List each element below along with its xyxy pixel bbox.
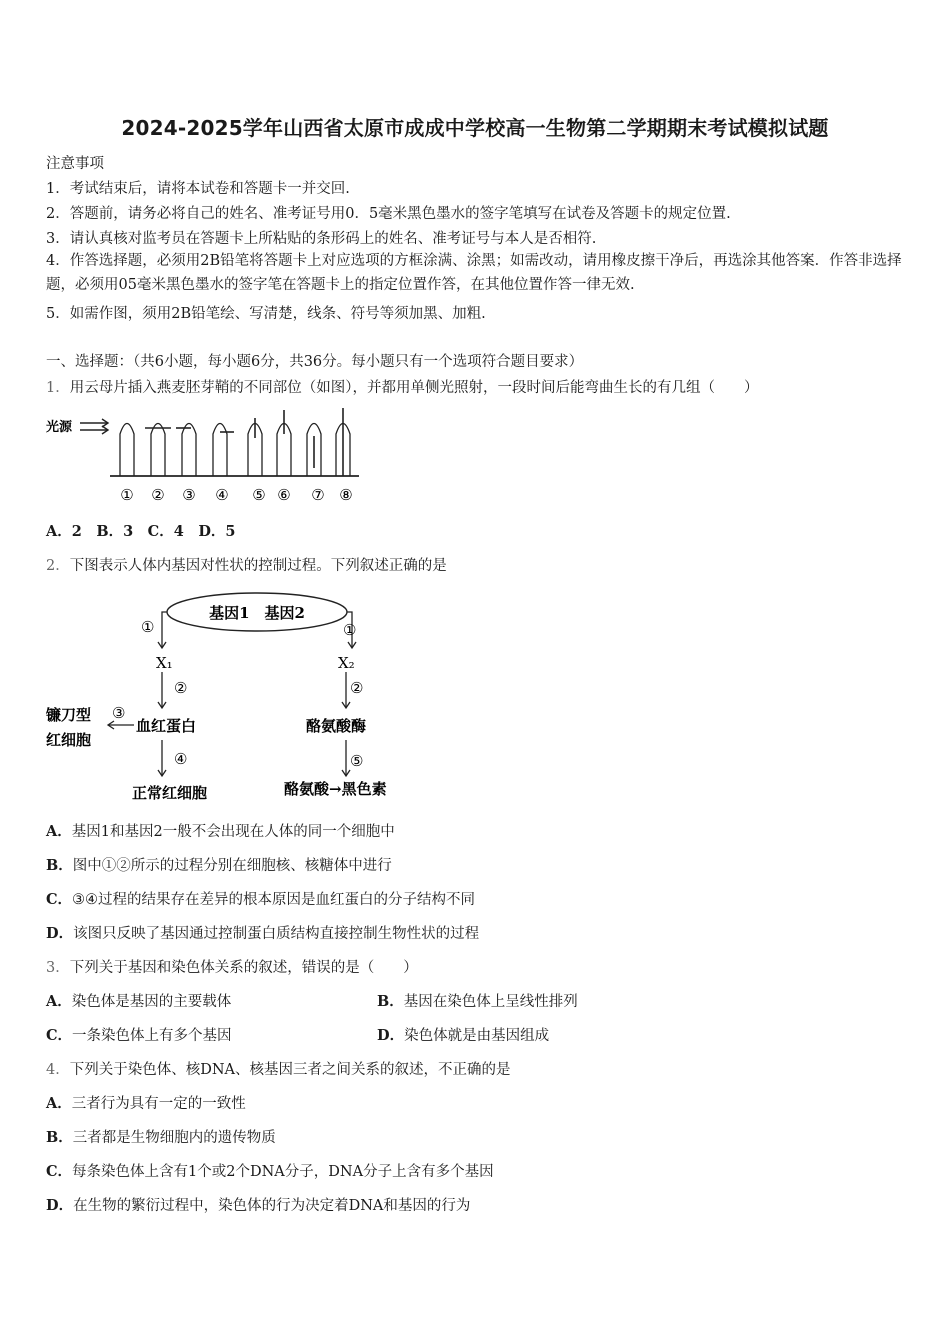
question-number: 2． [46,558,70,574]
question-number: 1． [46,380,70,396]
gene-control-diagram [44,590,434,810]
page-title: 2024-2025学年山西省太原市成成中学校高一生物第二学期期末考试模拟试题 [121,116,829,140]
tyrosine-melanin-label: 酪氨酸→黑色素 [284,780,387,798]
label-4: ④ [215,486,229,504]
question-1-options: A．2 B．3 C．4 D．5 [46,523,236,540]
label-8: ⑧ [339,486,353,504]
coleoptile-1 [120,424,134,477]
step-1-right: ① [343,621,357,639]
sickle-cell-label-2: 红细胞 [46,731,92,749]
question-number: 4． [46,1062,70,1078]
question-3 [46,956,418,977]
notice-item-3: 3．请认真核对监考员在答题卡上所粘贴的条形码上的姓名、准考证号与本人是否相符. [46,231,597,247]
label-7: ⑦ [311,486,325,504]
x2-label: X₂ [338,654,355,672]
tyrosinase-label: 酪氨酸酶 [306,717,367,735]
label-5: ⑤ [252,486,266,504]
q3-option-b: B．基因在染色体上呈线性排列 [377,993,578,1010]
question-2 [46,554,447,575]
q4-option-c: C．每条染色体上含有1个或2个DNA分子，DNA分子上含有多个基因 [46,1163,494,1180]
coleoptile-3 [182,424,196,477]
hemoglobin-label: 血红蛋白 [136,717,197,735]
q3-option-c: C．一条染色体上有多个基因 [46,1027,232,1044]
section-heading: 一、选择题：（共6小题，每小题6分，共36分。每小题只有一个选项符合题目要求） [46,354,584,370]
genes-label: 基因1 基因2 [209,604,305,622]
step-2-left: ② [174,679,188,697]
q4-option-a: A．三者行为具有一定的一致性 [46,1095,246,1112]
label-6: ⑥ [277,486,291,504]
label-3: ③ [182,486,196,504]
q2-option-c: C．③④过程的结果存在差异的根本原因是血红蛋白的分子结构不同 [46,891,476,908]
light-arrows-icon [80,419,108,434]
coleoptile-2 [151,424,165,477]
label-2: ② [151,486,165,504]
light-source-label: 光源 [46,420,73,435]
notice-item-1: 1．考试结束后，请将本试卷和答题卡一并交回. [46,181,350,197]
notice-item-4: 4．作答选择题，必须用2B铅笔将答题卡上对应选项的方框涂满、涂黑；如需改动，请用橡皮擦干净后，再选涂其他答案．作答非选择题，必须用05毫米黑色墨水的签字笔在答题卡上的指定位置作答，在其他位置作答一律无效. [46,253,902,293]
step-5: ⑤ [350,752,364,770]
step-4: ④ [174,750,188,768]
notice-heading: 注意事项 [46,156,104,172]
step-2-right: ② [350,679,364,697]
q4-option-d: D．在生物的繁衍过程中，染色体的行为决定着DNA和基因的行为 [46,1197,471,1214]
x1-label: X₁ [156,654,173,672]
question-stem: 用云母片插入燕麦胚芽鞘的不同部位（如图），并都用单侧光照射，一段时间后能弯曲生长的有几组（ ） [69,380,759,396]
question-stem: 下图表示人体内基因对性状的控制过程。下列叙述正确的是 [69,558,447,574]
q2-option-b: B．图中①②所示的过程分别在细胞核、核糖体中进行 [46,857,392,874]
q3-option-a: A．染色体是基因的主要载体 [46,993,232,1010]
coleoptile-figure [44,408,374,508]
question-1 [46,376,758,397]
normal-rbc-label: 正常红细胞 [132,784,208,802]
coleoptiles [120,408,350,476]
sickle-cell-label-1: 镰刀型 [46,706,92,724]
q2-option-a: A．基因1和基因2一般不会出现在人体的同一个细胞中 [46,823,395,840]
question-stem: 下列关于基因和染色体关系的叙述，错误的是（ ） [69,960,418,976]
label-1: ① [120,486,134,504]
q3-option-d: D．染色体就是由基因组成 [377,1027,550,1044]
question-stem: 下列关于染色体、核DNA、核基因三者之间关系的叙述，不正确的是 [69,1062,511,1078]
q4-option-b: B．三者都是生物细胞内的遗传物质 [46,1129,276,1146]
notice-item-5: 5．如需作图，须用2B铅笔绘、写清楚，线条、符号等须加黑、加粗. [46,306,486,322]
q2-option-d: D．该图只反映了基因通过控制蛋白质结构直接控制生物性状的过程 [46,925,480,942]
question-number: 3． [46,960,70,976]
notice-item-2: 2．答题前，请务必将自己的姓名、准考证号用0．5毫米黑色墨水的签字笔填写在试卷及答题卡的规定位置. [46,206,731,222]
step-1-left: ① [141,618,155,636]
question-4 [46,1058,511,1079]
step-3: ③ [112,704,126,722]
